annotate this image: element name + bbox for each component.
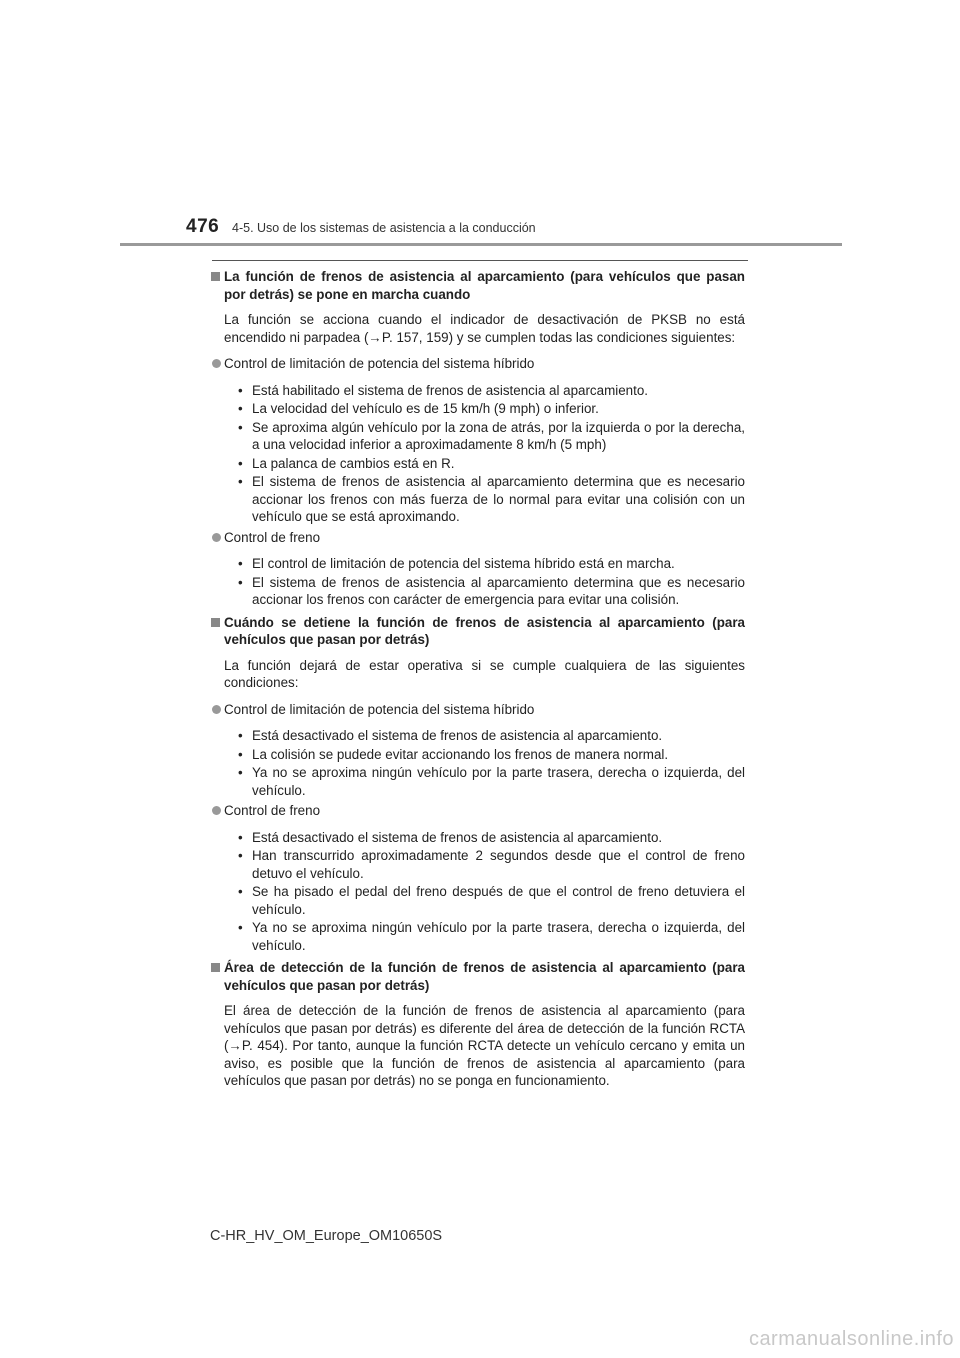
square-bullet-icon xyxy=(211,963,220,972)
section-intro: La función se acciona cuando el indicador de desactivación de PKSB no está encendido ni parpadea (→P. 157, 159) y se cumplen todas las condiciones siguientes: xyxy=(224,312,745,345)
section xyxy=(210,614,745,955)
list-item: • Han transcurrido aproximadamente 2 segundos desde que el control de freno detuvo el vehículo. xyxy=(238,848,745,881)
list-item: • La palanca de cambios está en R. xyxy=(238,455,455,471)
list-item: • Ya no se aproxima ningún vehículo por la parte trasera, derecha o izquierda, del vehículo. xyxy=(238,920,745,953)
group-label: Control de freno xyxy=(210,529,745,547)
section xyxy=(210,959,745,1090)
group-label: Control de freno xyxy=(210,802,745,820)
item-list xyxy=(210,382,745,526)
section-title: 4-5. Uso de los sistemas de asistencia a la conducción xyxy=(232,221,536,235)
section-heading: Cuándo se detiene la función de frenos de asistencia al aparcamiento (para vehículos que pasan por detrás) xyxy=(210,614,745,649)
list-item: • Ya no se aproxima ningún vehículo por la parte trasera, derecha o izquierda, del vehículo. xyxy=(238,765,745,798)
section-heading: La función de frenos de asistencia al aparcamiento (para vehículos que pasan por detrás) se pone en marcha cuando xyxy=(210,268,745,303)
list-item: • La velocidad del vehículo es de 15 km/h (9 mph) o inferior. xyxy=(238,401,599,416)
item-list xyxy=(210,829,745,955)
content-rule xyxy=(212,260,748,261)
section-intro: El área de detección de la función de frenos de asistencia al aparcamiento (para vehículos que pasan por detrás) es diferente del área de detección de la función RCTA (→P. 454). Por tanto, aunque la función RCTA detecte un vehículo cercano y emita un aviso, es posible que la función de frenos de asistencia al aparcamiento (para vehículos que pasan por detrás) no se ponga en funcionamiento. xyxy=(224,1003,745,1088)
square-bullet-icon xyxy=(211,618,220,627)
round-bullet-icon xyxy=(212,359,221,368)
list-item: • El control de limitación de potencia del sistema híbrido está en marcha. xyxy=(238,556,675,571)
group-label: Control de limitación de potencia del sistema híbrido xyxy=(210,701,745,719)
list-item: • La colisión se pudede evitar accionando los frenos de manera normal. xyxy=(238,746,669,762)
item-list xyxy=(210,727,745,799)
group-label: Control de limitación de potencia del sistema híbrido xyxy=(210,355,745,373)
round-bullet-icon xyxy=(212,533,221,542)
list-item: • Está habilitado el sistema de frenos de asistencia al aparcamiento. xyxy=(238,382,648,398)
watermark: carmanualsonline.info xyxy=(748,1328,954,1350)
page-number: 476 xyxy=(186,216,220,237)
square-bullet-icon xyxy=(211,272,220,281)
header-rule xyxy=(120,243,842,246)
page-content xyxy=(210,266,745,1090)
section-heading: Área de detección de la función de frenos de asistencia al aparcamiento (para vehículos que pasan por detrás) xyxy=(210,959,745,994)
round-bullet-icon xyxy=(212,705,221,714)
round-bullet-icon xyxy=(212,806,221,815)
item-list xyxy=(210,555,745,609)
section-intro: La función dejará de estar operativa si se cumple cualquiera de las siguientes condiciones: xyxy=(224,657,745,690)
list-item: • Se ha pisado el pedal del freno después de que el control de freno detuviera el vehículo. xyxy=(238,884,745,917)
list-item: • Se aproxima algún vehículo por la zona de atrás, por la izquierda o por la derecha, a una velocidad inferior a aproximadamente 8 km/h (5 mph) xyxy=(238,419,745,452)
list-item: • Está desactivado el sistema de frenos de asistencia al aparcamiento. xyxy=(238,728,663,743)
section xyxy=(210,268,745,609)
list-item: • El sistema de frenos de asistencia al aparcamiento determina que es necesario accionar los frenos con más fuerza de lo normal para evitar una colisión con un vehículo que se está aproximando. xyxy=(238,474,745,524)
list-item: • Está desactivado el sistema de frenos de asistencia al aparcamiento. xyxy=(238,829,663,845)
list-item: • El sistema de frenos de asistencia al aparcamiento determina que es necesario accionar los frenos con carácter de emergencia para evitar una colisión. xyxy=(238,574,745,607)
document-footer: C-HR_HV_OM_Europe_OM10650S xyxy=(210,1228,443,1244)
